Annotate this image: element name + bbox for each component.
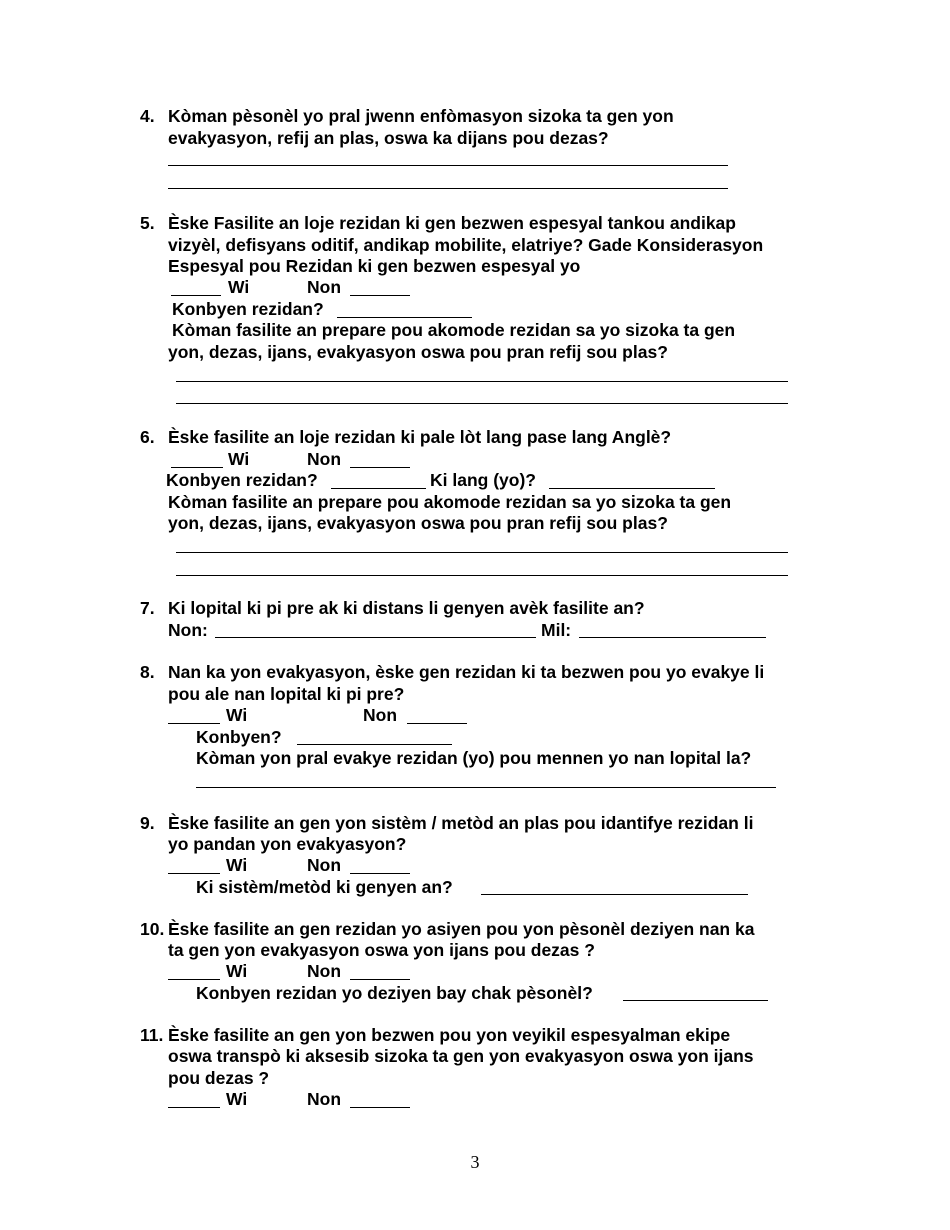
- yes-blank[interactable]: [171, 467, 223, 468]
- hospital-name-label: Non:: [168, 620, 208, 640]
- question-text: Ki lopital ki pi pre ak ki distans li genyen avèk fasilite an?: [168, 598, 645, 618]
- question-text: evakyasyon, refij an plas, oswa ka dijans pou dezas?: [168, 128, 609, 148]
- question-text: oswa transpò ki aksesib sizoka ta gen yon evakyasyon oswa yon ijans: [168, 1046, 754, 1066]
- yes-label: Wi: [226, 705, 248, 725]
- question-text: Èske Fasilite an loje rezidan ki gen bezwen espesyal tankou andikap: [168, 213, 736, 233]
- question-number: 10.: [140, 919, 165, 939]
- question-text: Èske fasilite an gen yon sistèm / metòd an plas pou idantifye rezidan li: [168, 813, 754, 833]
- count-blank[interactable]: [331, 488, 426, 489]
- miles-label: Mil:: [541, 620, 572, 640]
- question-number: 5.: [140, 213, 155, 233]
- question-text: Kòman fasilite an prepare pou akomode rezidan sa yo sizoka ta gen: [172, 320, 736, 340]
- count-label: Konbyen?: [196, 727, 282, 747]
- yes-blank[interactable]: [168, 979, 220, 980]
- count-blank[interactable]: [337, 317, 472, 318]
- no-blank[interactable]: [350, 1107, 410, 1108]
- count-label: Konbyen rezidan yo deziyen bay chak pèsonèl?: [196, 983, 593, 1003]
- question-text: yon, dezas, ijans, evakyasyon oswa pou pran refij sou plas?: [168, 342, 668, 362]
- question-text: ta gen yon evakyasyon oswa yon ijans pou dezas ?: [168, 940, 595, 960]
- question-text: Èske fasilite an gen rezidan yo asiyen pou yon pèsonèl deziyen nan ka: [168, 919, 755, 939]
- yes-label: Wi: [228, 277, 250, 297]
- no-label: Non: [307, 1089, 342, 1109]
- system-blank[interactable]: [481, 894, 748, 895]
- count-label: Konbyen rezidan?: [166, 470, 318, 490]
- answer-line[interactable]: [176, 575, 788, 576]
- yes-label: Wi: [226, 961, 248, 981]
- count-blank[interactable]: [297, 744, 452, 745]
- no-label: Non: [307, 855, 342, 875]
- question-number: 11.: [140, 1025, 164, 1045]
- question-number: 6.: [140, 427, 155, 447]
- no-blank[interactable]: [350, 467, 410, 468]
- question-text: Èske fasilite an gen yon bezwen pou yon veyikil espesyalman ekipe: [168, 1025, 731, 1045]
- answer-line[interactable]: [168, 165, 728, 166]
- question-text: vizyèl, defisyans oditif, andikap mobilite, elatriye? Gade Konsiderasyon: [168, 235, 764, 255]
- system-label: Ki sistèm/metòd ki genyen an?: [196, 877, 453, 897]
- page-number: 3: [470, 1152, 480, 1172]
- yes-label: Wi: [226, 855, 248, 875]
- answer-line[interactable]: [176, 403, 788, 404]
- answer-line[interactable]: [176, 552, 788, 553]
- yes-label: Wi: [228, 449, 250, 469]
- question-number: 7.: [140, 598, 155, 618]
- no-blank[interactable]: [350, 979, 410, 980]
- question-text: Nan ka yon evakyasyon, èske gen rezidan ki ta bezwen pou yo evakye li: [168, 662, 765, 682]
- question-text: pou ale nan lopital ki pi pre?: [168, 684, 405, 704]
- hospital-name-blank[interactable]: [215, 637, 536, 638]
- yes-blank[interactable]: [168, 1107, 220, 1108]
- yes-blank[interactable]: [168, 873, 220, 874]
- miles-blank[interactable]: [579, 637, 766, 638]
- question-text: yon, dezas, ijans, evakyasyon oswa pou pran refij sou plas?: [168, 513, 668, 533]
- question-text: Èske fasilite an loje rezidan ki pale lòt lang pase lang Anglè?: [168, 427, 672, 447]
- count-label: Konbyen rezidan?: [172, 299, 324, 319]
- answer-line[interactable]: [168, 188, 728, 189]
- no-label: Non: [307, 961, 342, 981]
- no-blank[interactable]: [350, 873, 410, 874]
- question-number: 4.: [140, 106, 155, 126]
- question-text: Kòman yon pral evakye rezidan (yo) pou mennen yo nan lopital la?: [196, 748, 752, 768]
- yes-blank[interactable]: [171, 295, 221, 296]
- question-text: Kòman pèsonèl yo pral jwenn enfòmasyon sizoka ta gen yon: [168, 106, 674, 126]
- question-text: Kòman fasilite an prepare pou akomode rezidan sa yo sizoka ta gen: [168, 492, 732, 512]
- count-blank[interactable]: [623, 1000, 768, 1001]
- question-number: 8.: [140, 662, 155, 682]
- no-label: Non: [307, 277, 342, 297]
- question-number: 9.: [140, 813, 155, 833]
- question-text: Espesyal pou Rezidan ki gen bezwen espesyal yo: [168, 256, 581, 276]
- no-label: Non: [307, 449, 342, 469]
- yes-blank[interactable]: [168, 723, 220, 724]
- answer-line[interactable]: [176, 381, 788, 382]
- language-label: Ki lang (yo)?: [430, 470, 536, 490]
- no-blank[interactable]: [407, 723, 467, 724]
- language-blank[interactable]: [549, 488, 715, 489]
- question-text: yo pandan yon evakyasyon?: [168, 834, 407, 854]
- no-blank[interactable]: [350, 295, 410, 296]
- no-label: Non: [363, 705, 398, 725]
- question-text: pou dezas ?: [168, 1068, 270, 1088]
- yes-label: Wi: [226, 1089, 248, 1109]
- answer-line[interactable]: [196, 787, 776, 788]
